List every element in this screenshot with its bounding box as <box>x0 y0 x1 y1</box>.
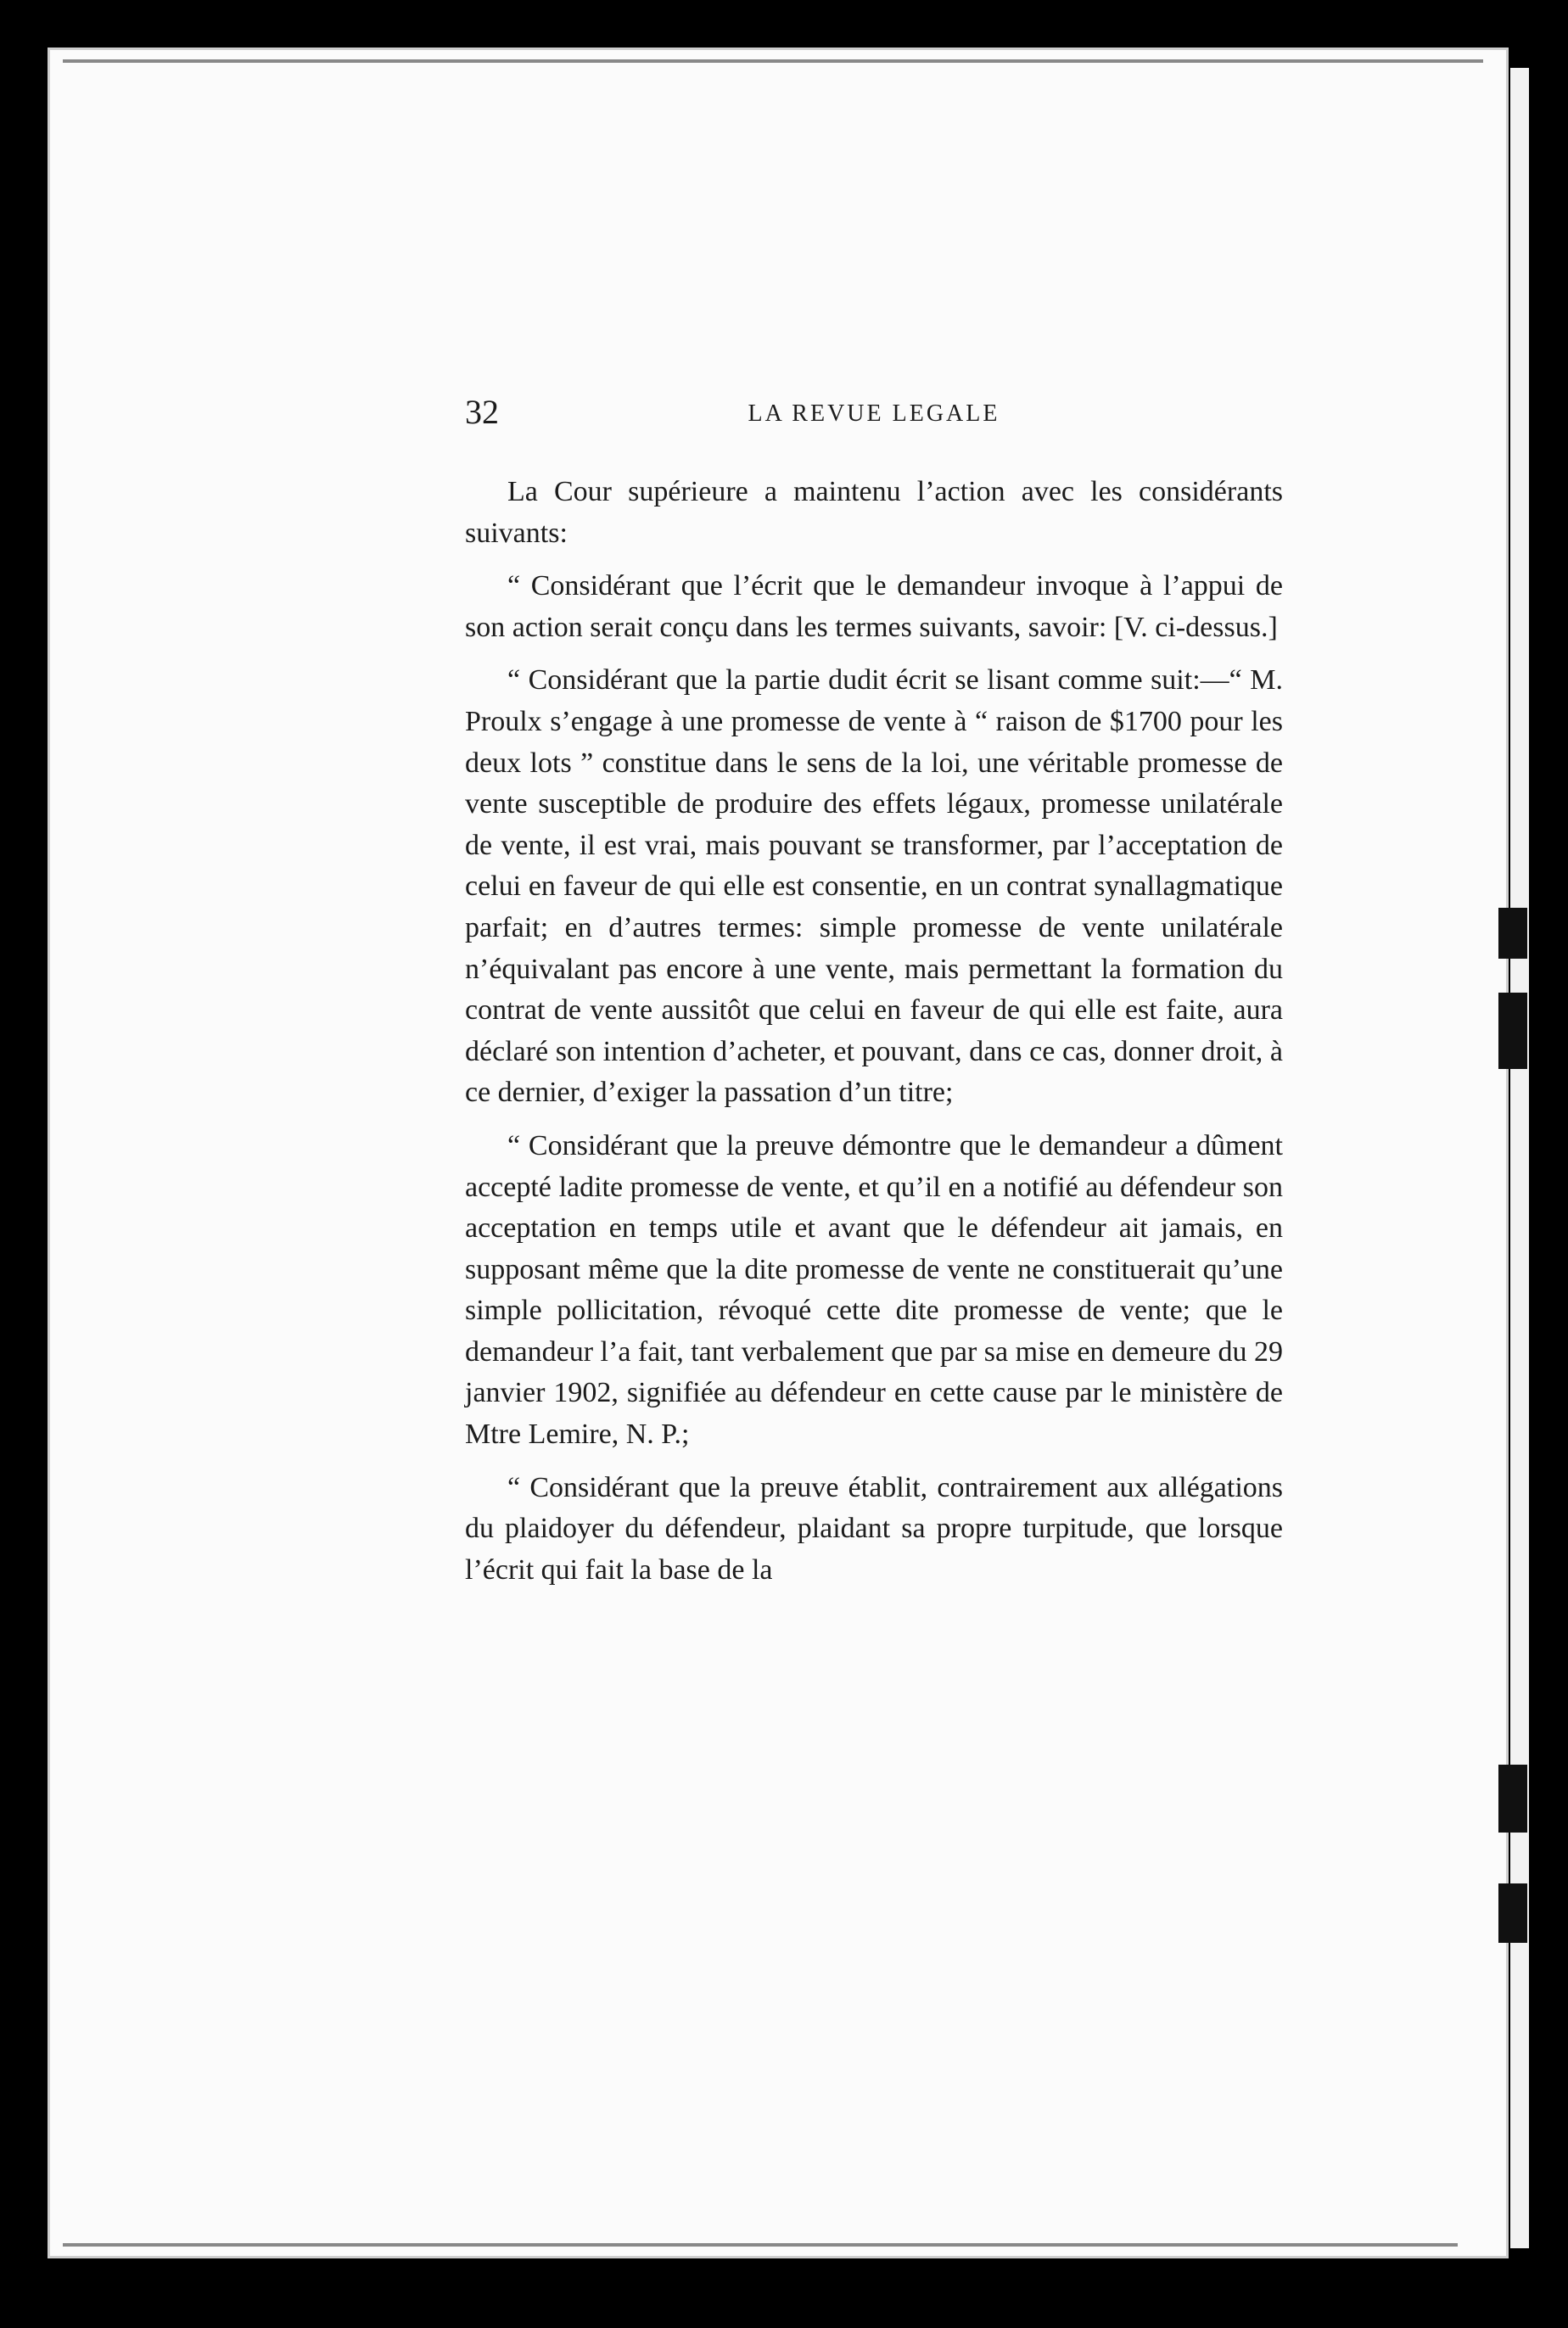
paragraph: “ Considérant que la partie dudit écrit se lisant comme suit:—“ M. Proulx s’engage à une promesse de vente à “ raison de $1700 pour les deux lots ” constitue dans le sens de la loi, une véritable promesse de vente susceptible de produire des effets légaux, promesse unilatérale de vente, il est vrai, mais pouvant se transformer, par l’acceptation de celui en faveur de qui elle est consentie, en un contrat synallagmatique parfait; en d’autres termes: simple promesse de vente unilatérale n’équivalant pas encore à une vente, mais permettant la formation du contrat de vente aussitôt que celui en faveur de qui elle est faite, aura déclaré son intention d’acheter, et pouvant, dans ce cas, donner droit, à ce dernier, d’exiger la passation d’un titre; <box>465 664 1283 1109</box>
adjacent-page-edge <box>1510 68 1529 2248</box>
paragraph: La Cour supérieure a maintenu l’action avec les considérants suivants: <box>465 476 1283 549</box>
binding-clip <box>1498 1765 1527 1833</box>
binding-clip <box>1498 908 1527 959</box>
page-text <box>465 392 1283 1591</box>
paragraph: “ Considérant que l’écrit que le demandeur invoque à l’appui de son action serait conçu dans les termes suivants, savoir: [V. ci-dessus.] <box>465 570 1283 643</box>
binding-clip <box>1498 1883 1527 1943</box>
paragraph: “ Considérant que la preuve établit, contrairement aux allégations du plaidoyer du défendeur, plaidant sa propre turpitude, que lorsque l’écrit qui fait la base de la <box>465 1471 1283 1586</box>
binding-clip <box>1498 993 1527 1069</box>
paragraph: “ Considérant que la preuve démontre que le demandeur a dûment accepté ladite promesse de vente, et qu’il en a notifié au défendeur son acceptation en temps utile et avant que le défendeur ait jamais, en supposant même que la dite promesse de vente ne constituerait qu’une simple pollicitation, révoqué cette dite promesse de vente; que le demandeur l’a fait, tant verbalement que par sa mise en demeure du 29 janvier 1902, signifiée au défendeur en cette cause par le ministère de Mtre Lemire, N. P.; <box>465 1129 1283 1451</box>
page-number: 32 <box>465 393 499 431</box>
running-head <box>465 392 1283 443</box>
journal-title: LA REVUE LEGALE <box>748 400 1000 427</box>
